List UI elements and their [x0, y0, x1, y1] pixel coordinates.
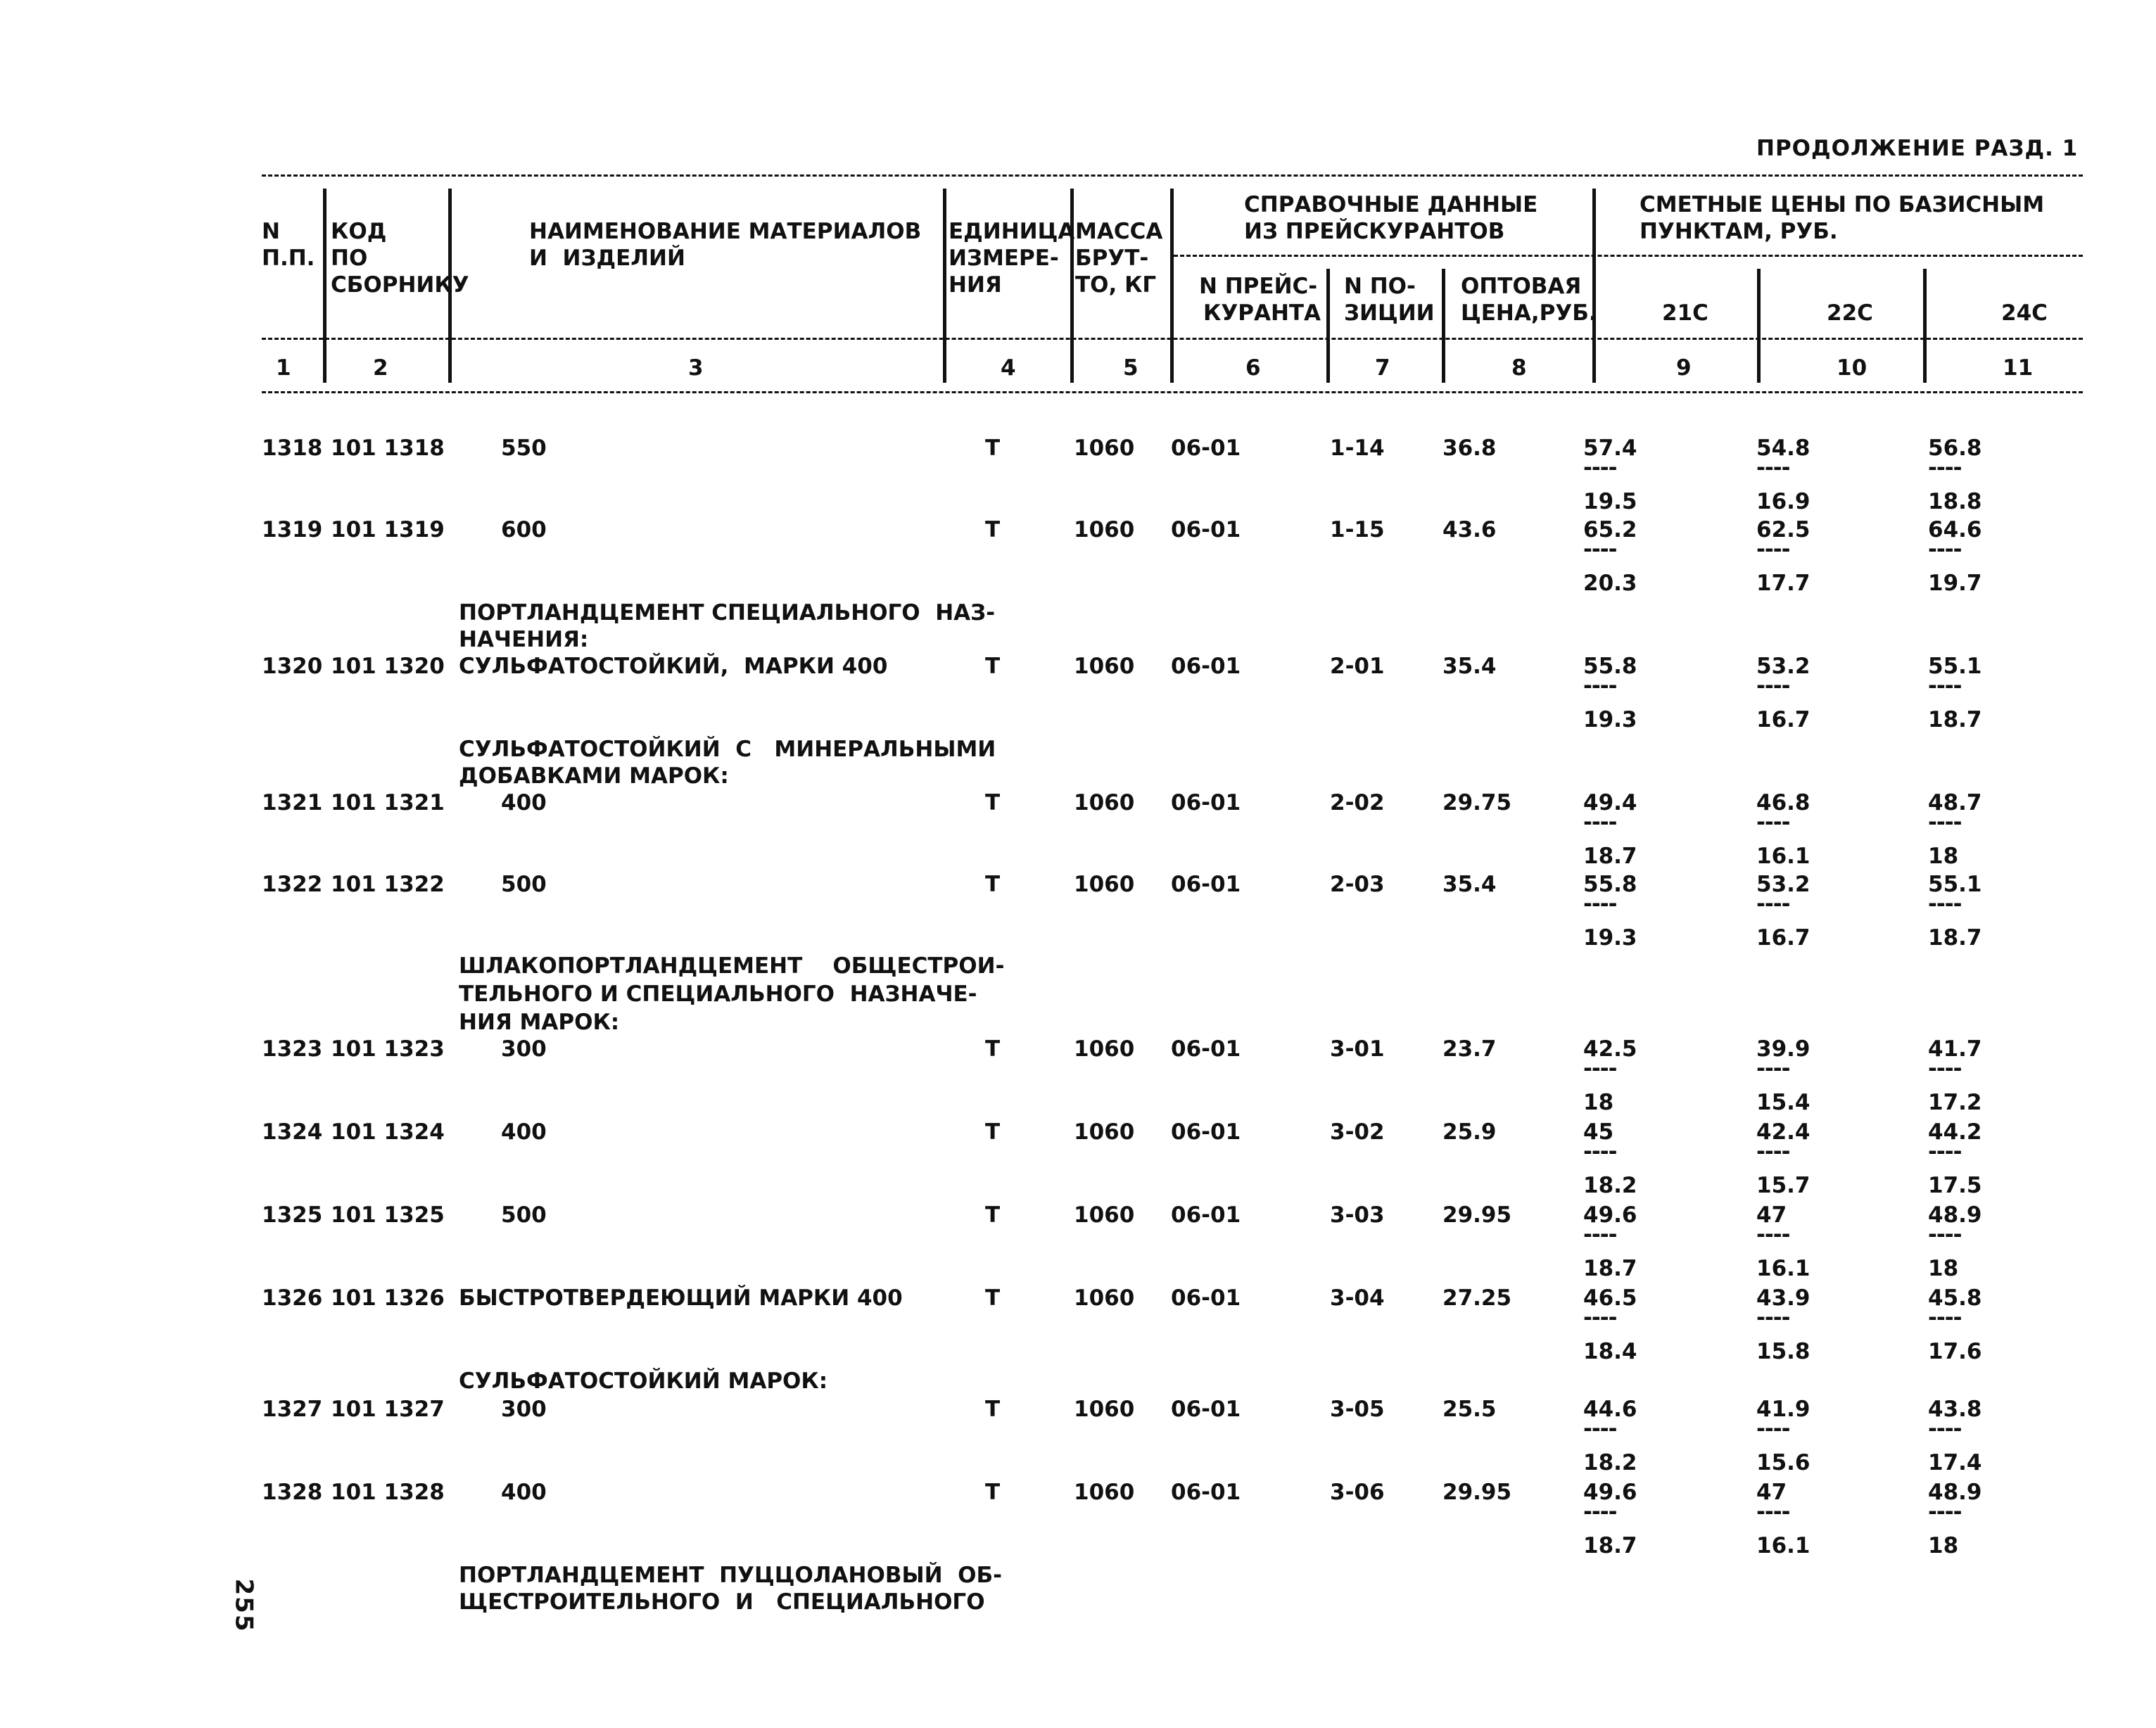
fraction-bar: ----: [1756, 1222, 1790, 1247]
cell-unit: Т: [985, 1397, 1001, 1422]
cell-p24-denominator: 18: [1928, 1256, 1959, 1281]
cell-num: 1322: [262, 872, 323, 897]
cell-p22-numerator: 41.9: [1756, 1397, 1811, 1422]
vbar-c5: [1170, 189, 1174, 380]
table-row: [0, 1038, 2156, 1123]
vbar-num-c7: [1442, 356, 1445, 383]
fraction-bar: ----: [1583, 1222, 1617, 1247]
hdr-col7-line1: N ПО-: [1344, 274, 1416, 299]
hdr-num-7: 7: [1375, 355, 1390, 381]
cell-p21-numerator: 46.5: [1583, 1285, 1637, 1311]
cell-p21-numerator: 49.6: [1583, 1202, 1637, 1228]
caption-line: ДОБАВКАМИ МАРОК:: [459, 763, 729, 789]
cell-wholesale: 35.4: [1442, 654, 1497, 679]
cell-pos: 3-06: [1330, 1480, 1385, 1505]
cell-pricelist: 06-01: [1171, 1397, 1241, 1422]
cell-code: 101 1325: [331, 1202, 445, 1228]
hdr-col11: 24С: [2001, 300, 2048, 326]
vbar-c4: [1070, 189, 1074, 380]
cell-num: 1325: [262, 1202, 323, 1228]
cell-p24-denominator: 18: [1928, 844, 1959, 869]
hdr-num-5: 5: [1123, 355, 1139, 381]
cell-pricelist: 06-01: [1171, 1480, 1241, 1505]
fraction-bar: ----: [1756, 1305, 1790, 1330]
vbar-num-c5: [1170, 356, 1174, 383]
caption-line: НИЯ МАРОК:: [459, 1010, 620, 1035]
cell-wholesale: 25.5: [1442, 1397, 1497, 1422]
cell-code: 101 1320: [331, 654, 445, 679]
hdr-col6-line2: КУРАНТА: [1203, 300, 1321, 326]
hdr-num-8: 8: [1511, 355, 1527, 381]
ref-group-rule: [1174, 255, 2083, 257]
hdr-col10: 22С: [1827, 300, 1873, 326]
hdr-num-10: 10: [1837, 355, 1868, 381]
cell-p21-denominator: 18.2: [1583, 1173, 1637, 1198]
cell-pos: 3-03: [1330, 1202, 1385, 1228]
cell-p21-numerator: 55.8: [1583, 872, 1637, 897]
cell-unit: Т: [985, 1202, 1001, 1228]
cell-code: 101 1322: [331, 872, 445, 897]
fraction-bar: ----: [1756, 1139, 1790, 1164]
cell-p21-denominator: 19.3: [1583, 925, 1637, 951]
hdr-col4-line2: ИЗМЕРЕ-: [949, 246, 1059, 271]
table-row: [0, 1399, 2156, 1483]
cell-p21-denominator: 19.5: [1583, 489, 1637, 514]
hdr-col1-line1: N: [262, 219, 280, 244]
cell-p21-numerator: 65.2: [1583, 517, 1637, 542]
hdr-col4-line3: НИЯ: [949, 272, 1002, 298]
vbar-num-c1: [323, 356, 326, 383]
cell-p22-denominator: 15.6: [1756, 1450, 1811, 1475]
caption-line: НАЧЕНИЯ:: [459, 627, 589, 652]
cell-p21-denominator: 19.3: [1583, 707, 1637, 732]
cell-mass: 1060: [1074, 1285, 1135, 1311]
cell-p22-numerator: 47: [1756, 1202, 1787, 1228]
cell-pos: 3-05: [1330, 1397, 1385, 1422]
fraction-bar: ----: [1756, 1499, 1790, 1525]
cell-p22-numerator: 42.4: [1756, 1119, 1811, 1145]
cell-mass: 1060: [1074, 1397, 1135, 1422]
cell-unit: Т: [985, 1285, 1001, 1311]
cell-code: 101 1326: [331, 1285, 445, 1311]
cell-p24-numerator: 55.1: [1928, 654, 1982, 679]
vbar-num-c4: [1070, 356, 1074, 383]
cell-name: 400: [501, 1480, 547, 1505]
cell-p22-denominator: 16.1: [1756, 1256, 1811, 1281]
fraction-bar: ----: [1928, 1222, 1962, 1247]
continuation-label: ПРОДОЛЖЕНИЕ РАЗД. 1: [1756, 136, 2079, 161]
cell-pricelist: 06-01: [1171, 790, 1241, 815]
hdr-price-group-line1: СМЕТНЫЕ ЦЕНЫ ПО БАЗИСНЫМ: [1640, 192, 2045, 217]
hdr-num-2: 2: [373, 355, 388, 381]
cell-p22-denominator: 16.9: [1756, 489, 1811, 514]
cell-pos: 2-01: [1330, 654, 1385, 679]
cell-num: 1320: [262, 654, 323, 679]
cell-wholesale: 29.75: [1442, 790, 1512, 815]
hdr-num-3: 3: [688, 355, 704, 381]
cell-name: БЫСТРОТВЕРДЕЮЩИЙ МАРКИ 400: [459, 1285, 903, 1311]
cell-mass: 1060: [1074, 436, 1135, 461]
cell-pricelist: 06-01: [1171, 517, 1241, 542]
cell-wholesale: 36.8: [1442, 436, 1497, 461]
cell-p21-numerator: 57.4: [1583, 436, 1637, 461]
cell-unit: Т: [985, 1119, 1001, 1145]
cell-p21-denominator: 18: [1583, 1090, 1614, 1115]
cell-mass: 1060: [1074, 1202, 1135, 1228]
fraction-bar: ----: [1928, 1416, 1962, 1442]
cell-p24-numerator: 48.9: [1928, 1480, 1982, 1505]
hdr-col2-line2: ПО: [331, 246, 368, 271]
hdr-price-group-line2: ПУНКТАМ, РУБ.: [1640, 219, 1838, 244]
cell-p22-denominator: 15.7: [1756, 1173, 1811, 1198]
fraction-bar: ----: [1928, 891, 1962, 917]
cell-p24-denominator: 17.2: [1928, 1090, 1982, 1115]
cell-pos: 3-02: [1330, 1119, 1385, 1145]
cell-p24-denominator: 18.7: [1928, 925, 1982, 951]
cell-pos: 1-14: [1330, 436, 1385, 461]
cell-wholesale: 29.95: [1442, 1202, 1512, 1228]
table-row: [0, 1119, 2156, 1206]
cell-unit: Т: [985, 436, 1001, 461]
fraction-bar: ----: [1928, 455, 1962, 481]
cell-unit: Т: [985, 517, 1001, 542]
hdr-col2-line1: КОД: [331, 219, 387, 244]
table-row: [0, 438, 2156, 522]
cell-p24-denominator: 17.4: [1928, 1450, 1982, 1475]
vbar-c8: [1592, 189, 1596, 380]
cell-p22-denominator: 17.7: [1756, 571, 1811, 596]
cell-p24-numerator: 43.8: [1928, 1397, 1982, 1422]
table-row: [0, 519, 2156, 604]
cell-wholesale: 23.7: [1442, 1036, 1497, 1062]
cell-p24-denominator: 17.6: [1928, 1339, 1982, 1364]
hdr-num-4: 4: [1001, 355, 1016, 381]
cell-p24-numerator: 45.8: [1928, 1285, 1982, 1311]
cell-name: 400: [501, 1119, 547, 1145]
cell-p22-numerator: 47: [1756, 1480, 1787, 1505]
hdr-col2-line3: СБОРНИКУ: [331, 272, 469, 298]
cell-p22-numerator: 39.9: [1756, 1036, 1811, 1062]
cell-pricelist: 06-01: [1171, 654, 1241, 679]
hdr-num-1: 1: [276, 355, 291, 381]
fraction-bar: ----: [1756, 537, 1790, 562]
cell-unit: Т: [985, 872, 1001, 897]
cell-name: 400: [501, 790, 547, 815]
cell-p24-denominator: 17.5: [1928, 1173, 1982, 1198]
fraction-bar: ----: [1928, 1139, 1962, 1164]
cell-p22-numerator: 53.2: [1756, 872, 1811, 897]
hdr-ref-group-line1: СПРАВОЧНЫЕ ДАННЫЕ: [1244, 192, 1538, 217]
caption-line: ПОРТЛАНДЦЕМЕНТ ПУЦЦОЛАНОВЫЙ ОБ-: [459, 1563, 1002, 1588]
cell-p22-denominator: 16.1: [1756, 1533, 1811, 1558]
hdr-col1-line2: П.П.: [262, 246, 315, 271]
vbar-num-c2: [448, 356, 452, 383]
table-row: [0, 656, 2156, 740]
caption-line: СУЛЬФАТОСТОЙКИЙ С МИНЕРАЛЬНЫМИ: [459, 737, 996, 762]
cell-p24-numerator: 44.2: [1928, 1119, 1982, 1145]
cell-wholesale: 25.9: [1442, 1119, 1497, 1145]
header-top-rule: [262, 174, 2083, 177]
hdr-num-6: 6: [1245, 355, 1261, 381]
fraction-bar: ----: [1583, 891, 1617, 917]
cell-mass: 1060: [1074, 1480, 1135, 1505]
cell-code: 101 1328: [331, 1480, 445, 1505]
page-number: 255: [229, 1578, 258, 1633]
cell-unit: Т: [985, 654, 1001, 679]
hdr-col5-line2: БРУТ-: [1075, 246, 1149, 271]
cell-mass: 1060: [1074, 654, 1135, 679]
cell-unit: Т: [985, 1036, 1001, 1062]
fraction-bar: ----: [1756, 891, 1790, 917]
hdr-col5-line3: ТО, КГ: [1075, 272, 1157, 298]
caption-line: СУЛЬФАТОСТОЙКИЙ МАРОК:: [459, 1368, 828, 1394]
cell-mass: 1060: [1074, 872, 1135, 897]
vbar-c1: [323, 189, 326, 380]
cell-p24-denominator: 18.8: [1928, 489, 1982, 514]
cell-pos: 3-04: [1330, 1285, 1385, 1311]
cell-mass: 1060: [1074, 517, 1135, 542]
hdr-col3-line2: И ИЗДЕЛИЙ: [529, 246, 685, 271]
table-row: [0, 1202, 2156, 1289]
fraction-bar: ----: [1756, 810, 1790, 835]
cell-name: 600: [501, 517, 547, 542]
cell-pricelist: 06-01: [1171, 1036, 1241, 1062]
cell-p21-numerator: 45: [1583, 1119, 1614, 1145]
cell-wholesale: 43.6: [1442, 517, 1497, 542]
cell-p24-numerator: 48.7: [1928, 790, 1982, 815]
caption-line: ШЛАКОПОРТЛАНДЦЕМЕНТ ОБЩЕСТРОИ-: [459, 953, 1005, 979]
caption-line: ТЕЛЬНОГО И СПЕЦИАЛЬНОГО НАЗНАЧЕ-: [459, 981, 977, 1007]
cell-unit: Т: [985, 1480, 1001, 1505]
table-row: [0, 874, 2156, 958]
hdr-col5-line1: МАССА: [1075, 219, 1163, 244]
cell-p24-numerator: 48.9: [1928, 1202, 1982, 1228]
cell-mass: 1060: [1074, 1119, 1135, 1145]
cell-wholesale: 29.95: [1442, 1480, 1512, 1505]
cell-pricelist: 06-01: [1171, 872, 1241, 897]
fraction-bar: ----: [1583, 673, 1617, 699]
fraction-bar: ----: [1583, 810, 1617, 835]
cell-num: 1323: [262, 1036, 323, 1062]
fraction-bar: ----: [1583, 1056, 1617, 1081]
fraction-bar: ----: [1928, 673, 1962, 699]
cell-p21-numerator: 49.4: [1583, 790, 1637, 815]
cell-p21-numerator: 49.6: [1583, 1480, 1637, 1505]
fraction-bar: ----: [1756, 1056, 1790, 1081]
cell-num: 1326: [262, 1285, 323, 1311]
hdr-col8-line2: ЦЕНА,РУБ.: [1461, 300, 1597, 326]
cell-p22-denominator: 15.8: [1756, 1339, 1811, 1364]
cell-num: 1324: [262, 1119, 323, 1145]
cell-code: 101 1327: [331, 1397, 445, 1422]
cell-p22-denominator: 16.1: [1756, 844, 1811, 869]
cell-p22-numerator: 54.8: [1756, 436, 1811, 461]
cell-p21-numerator: 42.5: [1583, 1036, 1637, 1062]
hdr-col7-line2: ЗИЦИИ: [1344, 300, 1435, 326]
cell-pricelist: 06-01: [1171, 1119, 1241, 1145]
table-row: [0, 1482, 2156, 1566]
cell-p24-numerator: 64.6: [1928, 517, 1982, 542]
cell-num: 1328: [262, 1480, 323, 1505]
cell-unit: Т: [985, 790, 1001, 815]
cell-p22-denominator: 15.4: [1756, 1090, 1811, 1115]
cell-pos: 2-03: [1330, 872, 1385, 897]
cell-p24-numerator: 56.8: [1928, 436, 1982, 461]
cell-mass: 1060: [1074, 790, 1135, 815]
vbar-num-c6: [1326, 356, 1330, 383]
cell-p21-numerator: 44.6: [1583, 1397, 1637, 1422]
cell-code: 101 1324: [331, 1119, 445, 1145]
cell-pricelist: 06-01: [1171, 1285, 1241, 1311]
cell-p22-denominator: 16.7: [1756, 925, 1811, 951]
cell-code: 101 1318: [331, 436, 445, 461]
cell-name: 550: [501, 436, 547, 461]
fraction-bar: ----: [1583, 1416, 1617, 1442]
caption-line: ЩЕСТРОИТЕЛЬНОГО И СПЕЦИАЛЬНОГО: [459, 1589, 985, 1615]
cell-p21-denominator: 18.7: [1583, 844, 1637, 869]
cell-name: 500: [501, 1202, 547, 1228]
cell-num: 1327: [262, 1397, 323, 1422]
fraction-bar: ----: [1583, 1139, 1617, 1164]
fraction-bar: ----: [1583, 1499, 1617, 1525]
fraction-bar: ----: [1756, 455, 1790, 481]
header-bottom-rule: [262, 391, 2083, 393]
hdr-col6-line1: N ПРЕЙС-: [1199, 274, 1318, 299]
cell-p24-denominator: 19.7: [1928, 571, 1982, 596]
cell-num: 1318: [262, 436, 323, 461]
cell-p22-numerator: 46.8: [1756, 790, 1811, 815]
table-row: [0, 792, 2156, 877]
fraction-bar: ----: [1756, 1416, 1790, 1442]
cell-p21-numerator: 55.8: [1583, 654, 1637, 679]
cell-p22-numerator: 62.5: [1756, 517, 1811, 542]
fraction-bar: ----: [1928, 1499, 1962, 1525]
fraction-bar: ----: [1928, 1056, 1962, 1081]
fraction-bar: ----: [1583, 537, 1617, 562]
fraction-bar: ----: [1583, 1305, 1617, 1330]
cell-pricelist: 06-01: [1171, 1202, 1241, 1228]
cell-p22-numerator: 43.9: [1756, 1285, 1811, 1311]
fraction-bar: ----: [1756, 673, 1790, 699]
cell-p21-denominator: 20.3: [1583, 571, 1637, 596]
cell-p24-numerator: 55.1: [1928, 872, 1982, 897]
cell-wholesale: 27.25: [1442, 1285, 1512, 1311]
cell-code: 101 1319: [331, 517, 445, 542]
vbar-c3: [943, 189, 946, 380]
cell-p21-denominator: 18.7: [1583, 1256, 1637, 1281]
cell-code: 101 1323: [331, 1036, 445, 1062]
cell-name: СУЛЬФАТОСТОЙКИЙ, МАРКИ 400: [459, 654, 888, 679]
cell-wholesale: 35.4: [1442, 872, 1497, 897]
hdr-col9: 21С: [1662, 300, 1708, 326]
cell-name: 300: [501, 1397, 547, 1422]
hdr-num-11: 11: [2003, 355, 2034, 381]
cell-p24-numerator: 41.7: [1928, 1036, 1982, 1062]
hdr-col8-line1: ОПТОВАЯ: [1461, 274, 1582, 299]
table-row: [0, 1285, 2156, 1372]
vbar-num-c9: [1757, 356, 1761, 383]
cell-pos: 1-15: [1330, 517, 1385, 542]
cell-p22-numerator: 53.2: [1756, 654, 1811, 679]
cell-code: 101 1321: [331, 790, 445, 815]
cell-name: 500: [501, 872, 547, 897]
fraction-bar: ----: [1928, 810, 1962, 835]
hdr-col4-line1: ЕДИНИЦА: [949, 219, 1075, 244]
cell-p21-denominator: 18.7: [1583, 1533, 1637, 1558]
cell-p24-denominator: 18: [1928, 1533, 1959, 1558]
hdr-col3-line1: НАИМЕНОВАНИЕ МАТЕРИАЛОВ: [529, 219, 922, 244]
fraction-bar: ----: [1583, 455, 1617, 481]
cell-num: 1321: [262, 790, 323, 815]
cell-p24-denominator: 18.7: [1928, 707, 1982, 732]
cell-p22-denominator: 16.7: [1756, 707, 1811, 732]
vbar-num-c3: [943, 356, 946, 383]
fraction-bar: ----: [1928, 1305, 1962, 1330]
cell-num: 1319: [262, 517, 323, 542]
cell-pos: 3-01: [1330, 1036, 1385, 1062]
cell-name: 300: [501, 1036, 547, 1062]
cell-pricelist: 06-01: [1171, 436, 1241, 461]
hdr-ref-group-line2: ИЗ ПРЕЙСКУРАНТОВ: [1244, 219, 1505, 244]
cell-p21-denominator: 18.4: [1583, 1339, 1637, 1364]
caption-line: ПОРТЛАНДЦЕМЕНТ СПЕЦИАЛЬНОГО НАЗ-: [459, 600, 996, 625]
cell-pos: 2-02: [1330, 790, 1385, 815]
cell-mass: 1060: [1074, 1036, 1135, 1062]
vbar-num-c8: [1592, 356, 1596, 383]
cell-p21-denominator: 18.2: [1583, 1450, 1637, 1475]
vbar-num-c10: [1923, 356, 1927, 383]
hdr-num-9: 9: [1676, 355, 1692, 381]
fraction-bar: ----: [1928, 537, 1962, 562]
